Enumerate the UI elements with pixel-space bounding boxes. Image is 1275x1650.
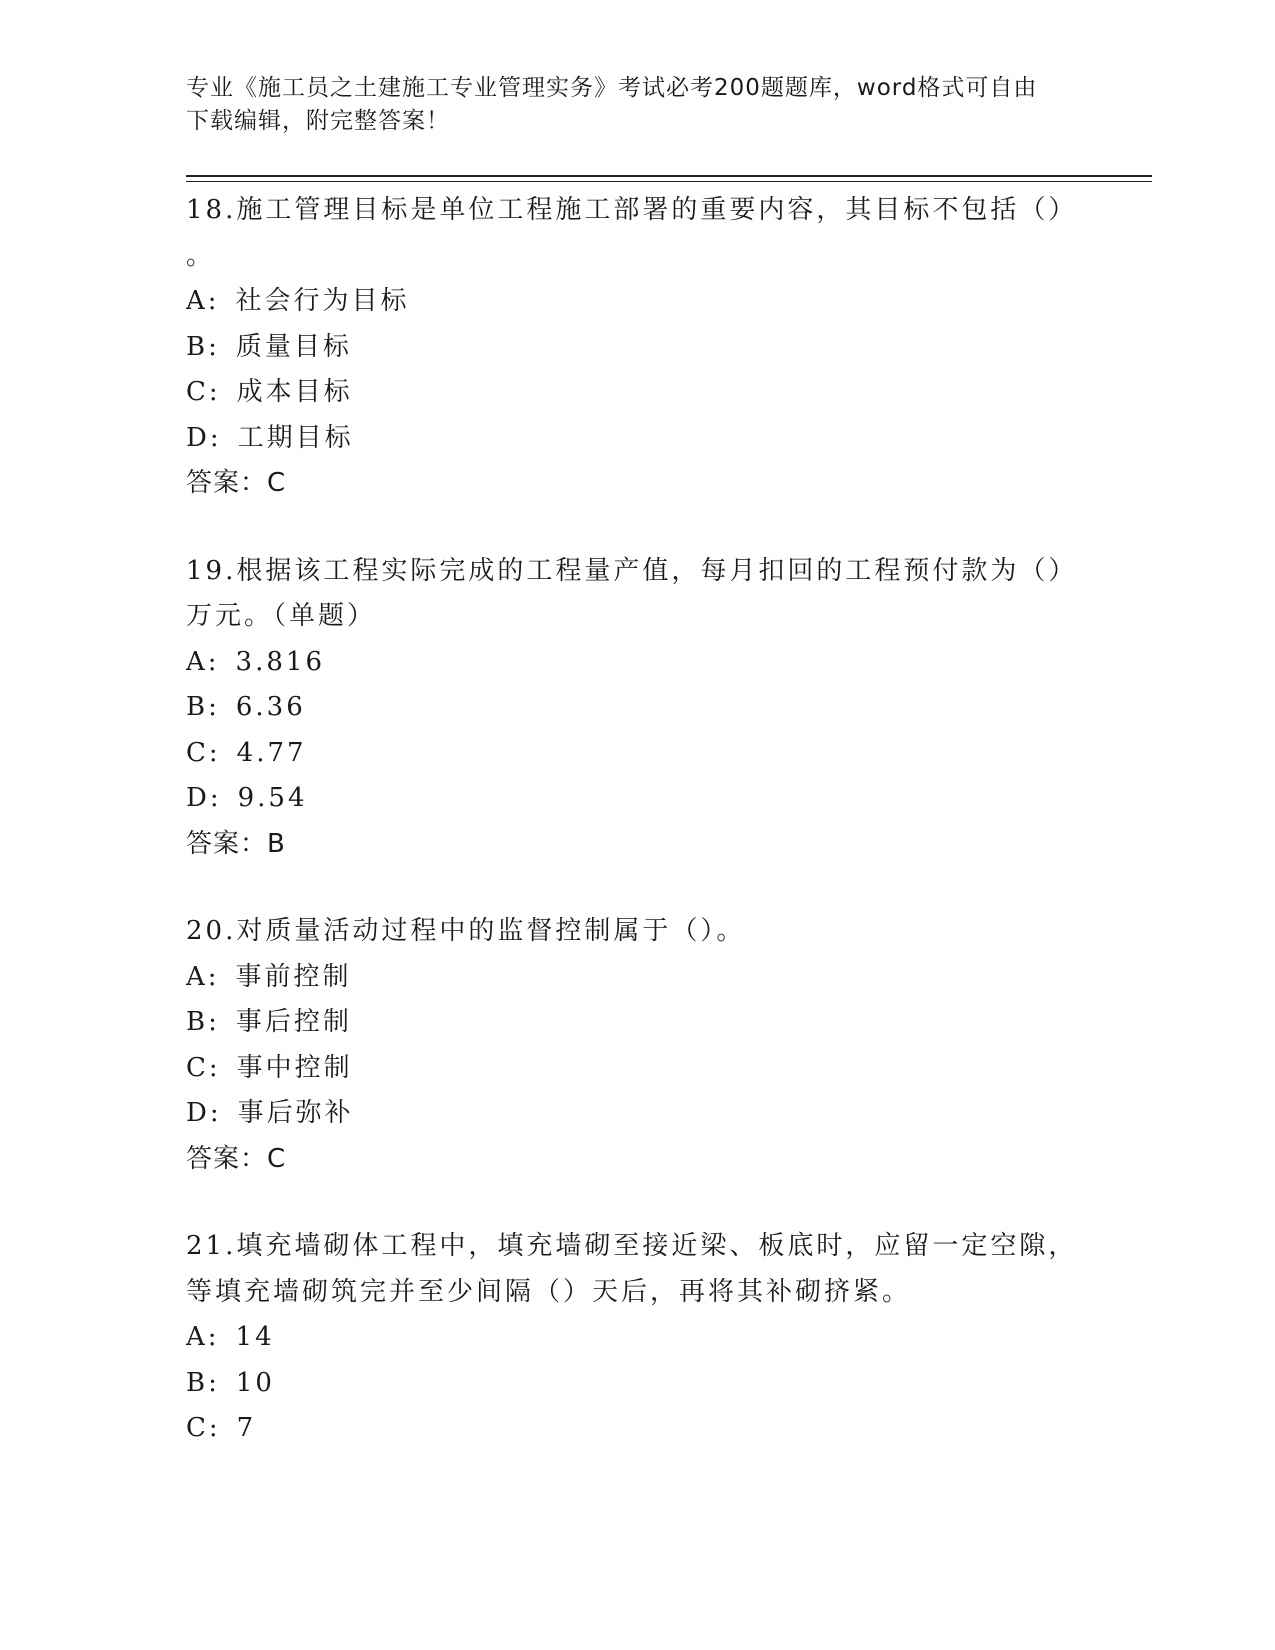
- question-19: [186, 549, 1086, 868]
- answer-line: 答案：C: [186, 468, 287, 498]
- option-letter: B:: [186, 692, 220, 722]
- option-c: [186, 1046, 1086, 1092]
- option-text: 事后控制: [235, 1007, 352, 1037]
- option-d: [186, 1091, 1086, 1137]
- option-letter: C:: [186, 1413, 221, 1443]
- option-c: [186, 370, 1086, 416]
- option-letter: A:: [186, 286, 220, 316]
- option-text: 社会行为目标: [235, 286, 410, 316]
- option-b: [186, 1000, 1086, 1046]
- option-a: [186, 279, 1086, 325]
- option-letter: B:: [186, 331, 220, 362]
- question-stem-line: 18.施工管理目标是单位工程施工部署的重要内容，其目标不包括（）: [186, 195, 1078, 225]
- answer-line: 答案：C: [186, 1143, 287, 1174]
- option-letter: B:: [186, 1007, 220, 1037]
- option-text: 4.77: [236, 737, 307, 768]
- option-b: [186, 325, 1086, 371]
- header-line-1: 专业《施工员之土建施工专业管理实务》考试必考200题题库，word格式可自由: [186, 75, 1038, 101]
- document-header: [186, 72, 1076, 138]
- option-text: 事中控制: [236, 1052, 353, 1083]
- question-stem-line: 。: [186, 240, 216, 271]
- option-text: 9.54: [237, 783, 308, 813]
- question-18: [186, 188, 1086, 507]
- option-letter: D:: [186, 422, 222, 453]
- option-a: [186, 1315, 1086, 1361]
- option-text: 6.36: [235, 692, 306, 722]
- question-stem-line: 21.填充墙砌体工程中，填充墙砌至接近梁、板底时，应留一定空隙，: [186, 1231, 1078, 1261]
- question-list: [186, 188, 1086, 1494]
- option-letter: A:: [186, 1322, 220, 1352]
- option-d: [186, 776, 1086, 822]
- option-letter: A:: [186, 646, 220, 677]
- option-text: 工期目标: [237, 422, 354, 453]
- option-text: 10: [235, 1367, 275, 1398]
- option-letter: C:: [186, 377, 221, 407]
- option-a: [186, 640, 1086, 686]
- question-21: [186, 1224, 1086, 1452]
- option-text: 3.816: [235, 646, 325, 677]
- option-letter: B:: [186, 1367, 220, 1398]
- question-stem-line: 20.对质量活动过程中的监督控制属于（）。: [186, 916, 746, 946]
- option-letter: D:: [186, 783, 222, 813]
- question-stem-line: 等填充墙砌筑完并至少间隔（）天后，再将其补砌挤紧。: [186, 1276, 912, 1307]
- option-c: [186, 1406, 1086, 1452]
- option-text: 7: [236, 1413, 257, 1443]
- option-d: [186, 416, 1086, 462]
- question-stem-line: 万元。（单题）: [186, 601, 377, 631]
- option-text: 事前控制: [235, 961, 352, 992]
- option-letter: A:: [186, 961, 220, 992]
- option-b: [186, 1361, 1086, 1407]
- option-text: 成本目标: [236, 377, 353, 407]
- header-divider-thick: [186, 175, 1152, 177]
- option-c: [186, 731, 1086, 777]
- option-text: 事后弥补: [237, 1098, 354, 1128]
- question-stem-line: 19.根据该工程实际完成的工程量产值，每月扣回的工程预付款为（）: [186, 555, 1078, 586]
- header-line-2: 下载编辑，附完整答案！: [186, 108, 450, 134]
- header-divider-thin: [186, 181, 1152, 182]
- option-b: [186, 685, 1086, 731]
- question-20: [186, 909, 1086, 1182]
- answer-line: 答案：B: [186, 828, 286, 859]
- option-a: [186, 955, 1086, 1001]
- option-letter: C:: [186, 737, 221, 768]
- option-letter: C:: [186, 1052, 221, 1083]
- option-letter: D:: [186, 1098, 222, 1128]
- option-text: 14: [235, 1322, 275, 1352]
- option-text: 质量目标: [235, 331, 352, 362]
